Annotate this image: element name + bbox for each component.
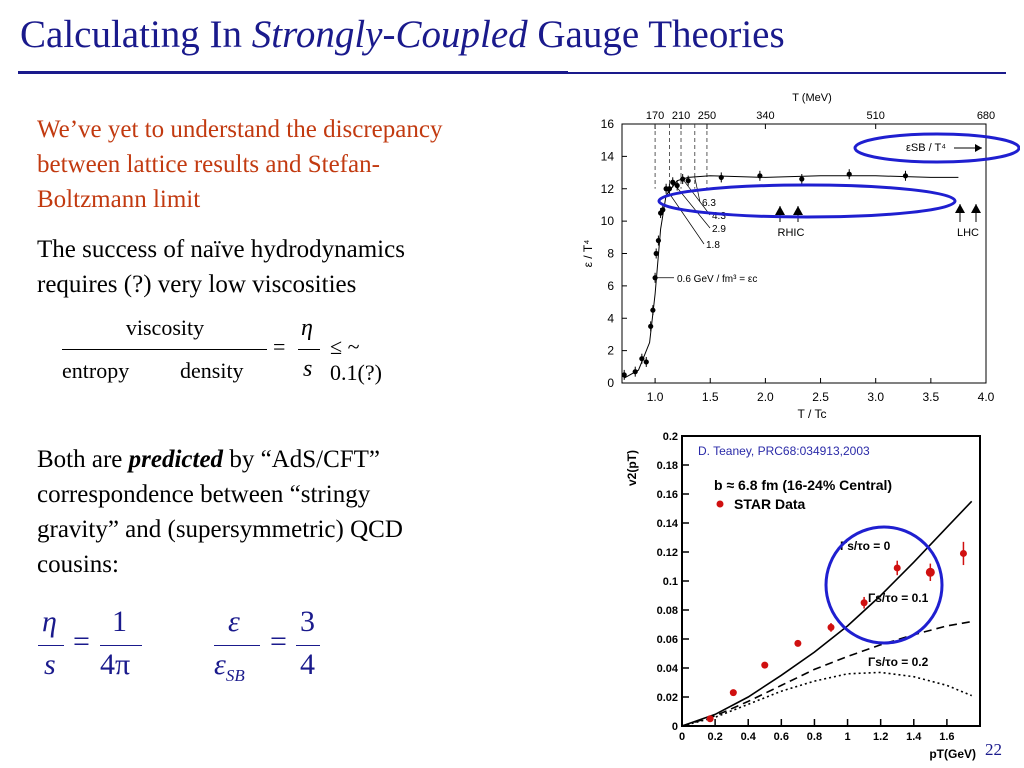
y-tick-label: 0	[607, 376, 614, 390]
energy-label: 1.8	[706, 240, 720, 251]
bullet1-line2: between lattice results and Stefan-	[37, 151, 380, 178]
lattice-point	[639, 356, 644, 361]
eq3-three: 3	[300, 605, 315, 638]
top-tick-label: 510	[866, 110, 885, 122]
y-tick-label: 0.16	[656, 489, 678, 501]
x-tick-label: 2.5	[812, 390, 829, 404]
y-tick-label: 16	[600, 117, 614, 131]
lattice-curve	[624, 176, 958, 378]
rhic-arrowhead	[793, 206, 803, 215]
y-tick-label: 0.08	[656, 605, 678, 617]
eq1-den-entropy: entropy	[62, 358, 130, 383]
title-underline-bold	[18, 71, 568, 74]
x-tick-label: 1	[844, 731, 851, 743]
rhic-label: RHIC	[777, 227, 805, 239]
chart-citation: D. Teaney, PRC68:034913,2003	[698, 444, 870, 458]
y-tick-label: 0.18	[656, 460, 678, 472]
eq1-s: s	[303, 356, 313, 382]
bullet1-line1: We’ve yet to understand the discrepancy	[37, 116, 443, 143]
bullet2-line1: The success of naïve hydrodynamics	[37, 236, 405, 263]
lattice-eos-chart	[570, 88, 1020, 430]
theory-curve-label: Γs/τo = 0.1	[868, 591, 929, 605]
lattice-point	[633, 369, 638, 374]
star-data-point	[761, 662, 768, 669]
lattice-point	[648, 324, 653, 329]
bullet-hydrodynamics	[37, 232, 405, 302]
title-part2: Gauge Theories	[527, 13, 785, 56]
y-tick-label: 0.12	[656, 547, 678, 559]
sb-arrowhead	[975, 144, 982, 152]
bullet-adscft	[37, 442, 403, 582]
lattice-point	[719, 175, 724, 180]
eq1-equals: =	[273, 334, 286, 359]
eq3-four: 4	[300, 648, 315, 681]
y-tick-label: 2	[607, 343, 614, 358]
y-tick-label: 0.06	[656, 634, 678, 646]
x-tick-label: 0.6	[773, 731, 789, 743]
star-data-point	[960, 550, 967, 557]
star-data-point	[926, 568, 935, 577]
page-number: 22	[985, 740, 1002, 759]
lhc-label: LHC	[956, 227, 980, 239]
eq2-equals: =	[73, 625, 90, 658]
chart-subtitle: b ≈ 6.8 fm (16-24% Central)	[714, 477, 893, 493]
star-data-point	[861, 599, 868, 606]
lattice-point	[650, 308, 655, 313]
top-tick-label: 210	[671, 110, 691, 122]
eq3-equals: =	[270, 625, 287, 658]
eq3-sb-subscript: SB	[225, 666, 245, 685]
eq2-bar1	[38, 645, 64, 646]
eq1-den-density: density	[180, 358, 244, 383]
title-italic: Strongly-Coupled	[251, 13, 528, 56]
y-tick-label: 0.1	[662, 576, 678, 588]
top-tick-label: 340	[756, 110, 775, 122]
y-tick-label: 0	[671, 721, 678, 733]
lattice-point	[757, 173, 762, 178]
bullet3-line4: cousins:	[37, 551, 119, 578]
eq3-eps-sb	[214, 648, 245, 686]
bullet3-predicted: predicted	[128, 446, 224, 473]
y-tick-label: 12	[600, 181, 614, 196]
lattice-point	[644, 359, 649, 364]
x-tick-label: 1.0	[646, 390, 664, 404]
eq1-eta-bar	[298, 349, 320, 350]
bullet3-rest: by “AdS/CFT”	[223, 446, 381, 473]
y-tick-label: 6	[607, 278, 614, 293]
theory-curve	[682, 622, 972, 726]
bullet3-line3: gravity” and (supersymmetric) QCD	[37, 516, 403, 543]
eq3-eps-sb-symbol: ε	[214, 648, 226, 681]
theory-curve-label: Γs/τo = 0	[840, 539, 891, 553]
lattice-point	[847, 172, 852, 177]
x-tick-label: 1.2	[873, 731, 889, 743]
bullet3-line2: correspondence between “stringy	[37, 481, 371, 508]
lattice-point	[660, 207, 665, 212]
lhc-arrowhead	[971, 204, 981, 213]
x-tick-label: 1.6	[939, 731, 955, 743]
x-tick-label: 2.0	[757, 390, 774, 404]
bullet-discrepancy	[37, 112, 442, 217]
y-tick-label: 14	[600, 149, 614, 164]
ec-label: 0.6 GeV / fm³ = εc	[677, 273, 758, 285]
lattice-point	[686, 178, 691, 183]
energy-label: 4.3	[712, 211, 726, 222]
y-tick-label: 0.2	[662, 431, 678, 443]
theory-curve	[682, 501, 972, 726]
lhc-arrowhead	[955, 204, 965, 213]
x-tick-label: 3.5	[922, 390, 940, 404]
star-data-point	[894, 564, 901, 571]
star-data-point	[794, 640, 801, 647]
x-axis-label: T / Tc	[797, 407, 827, 421]
top-tick-label: 170	[645, 110, 665, 122]
bullet1-line3: Boltzmann limit	[37, 186, 201, 213]
sb-limit-label: εSB / T⁴	[906, 142, 946, 154]
x-tick-label: 0.2	[707, 731, 723, 743]
energy-label: 6.3	[702, 198, 716, 209]
title-part1: Calculating In	[20, 13, 252, 56]
lattice-point	[903, 173, 908, 178]
y-tick-label: 0.04	[656, 663, 678, 675]
theory-curve	[682, 672, 972, 726]
eq2-s: s	[44, 648, 56, 681]
x-tick-label: 4.0	[977, 390, 995, 404]
y-axis-label: v2(pT)	[625, 450, 639, 486]
x-tick-label: 0	[678, 731, 686, 743]
x-axis-label: pT(GeV)	[929, 747, 976, 761]
y-tick-label: 4	[607, 311, 614, 326]
bullet2-line2: requires (?) very low viscosities	[37, 271, 357, 298]
x-tick-label: 3.0	[867, 390, 885, 404]
legend-label: STAR Data	[734, 496, 806, 512]
y-tick-label: 0.02	[656, 692, 678, 704]
lattice-point	[622, 372, 627, 377]
eq2-one: 1	[112, 605, 127, 638]
y-tick-label: 10	[600, 214, 614, 229]
eq2-four-pi: 4π	[100, 648, 131, 681]
legend-marker	[717, 501, 724, 508]
lattice-point	[654, 251, 659, 256]
eq3-bar1	[214, 645, 260, 646]
x-tick-label: 0.4	[740, 731, 756, 743]
energy-label: 2.9	[712, 224, 726, 235]
lattice-point	[656, 238, 661, 243]
eq2-bar2	[100, 645, 142, 646]
bullet3-prefix: Both are	[37, 446, 129, 473]
x-tick-label: 0.8	[806, 731, 823, 743]
eq1-numerator: viscosity	[125, 315, 205, 340]
rhic-arrowhead	[775, 206, 785, 215]
eq1-fraction-bar	[62, 349, 267, 350]
y-tick-label: 0.14	[656, 518, 678, 530]
eq3-eps: ε	[228, 605, 240, 638]
star-data-point	[707, 715, 714, 722]
elliptic-flow-chart	[622, 430, 1002, 768]
eq3-bar2	[296, 645, 320, 646]
top-axis-label: T (MeV)	[792, 92, 832, 104]
x-tick-label: 1.5	[701, 390, 719, 404]
eq1-eta: η	[301, 315, 313, 341]
x-tick-label: 1.4	[906, 731, 922, 743]
top-tick-label: 250	[697, 110, 717, 122]
bullet3-line1	[37, 442, 403, 477]
y-axis-label: ε / T⁴	[581, 239, 595, 268]
star-data-point	[730, 689, 737, 696]
star-data-point	[828, 624, 835, 631]
theory-curve-label: Γs/τo = 0.2	[868, 655, 929, 669]
top-tick-label: 680	[976, 110, 996, 122]
y-tick-label: 8	[607, 246, 614, 261]
lattice-point	[799, 176, 804, 181]
eq2-eta: η	[42, 605, 57, 638]
slide-title	[20, 12, 1010, 57]
eq1-rhs: ≤ ~ 0.1(?)	[330, 334, 382, 385]
